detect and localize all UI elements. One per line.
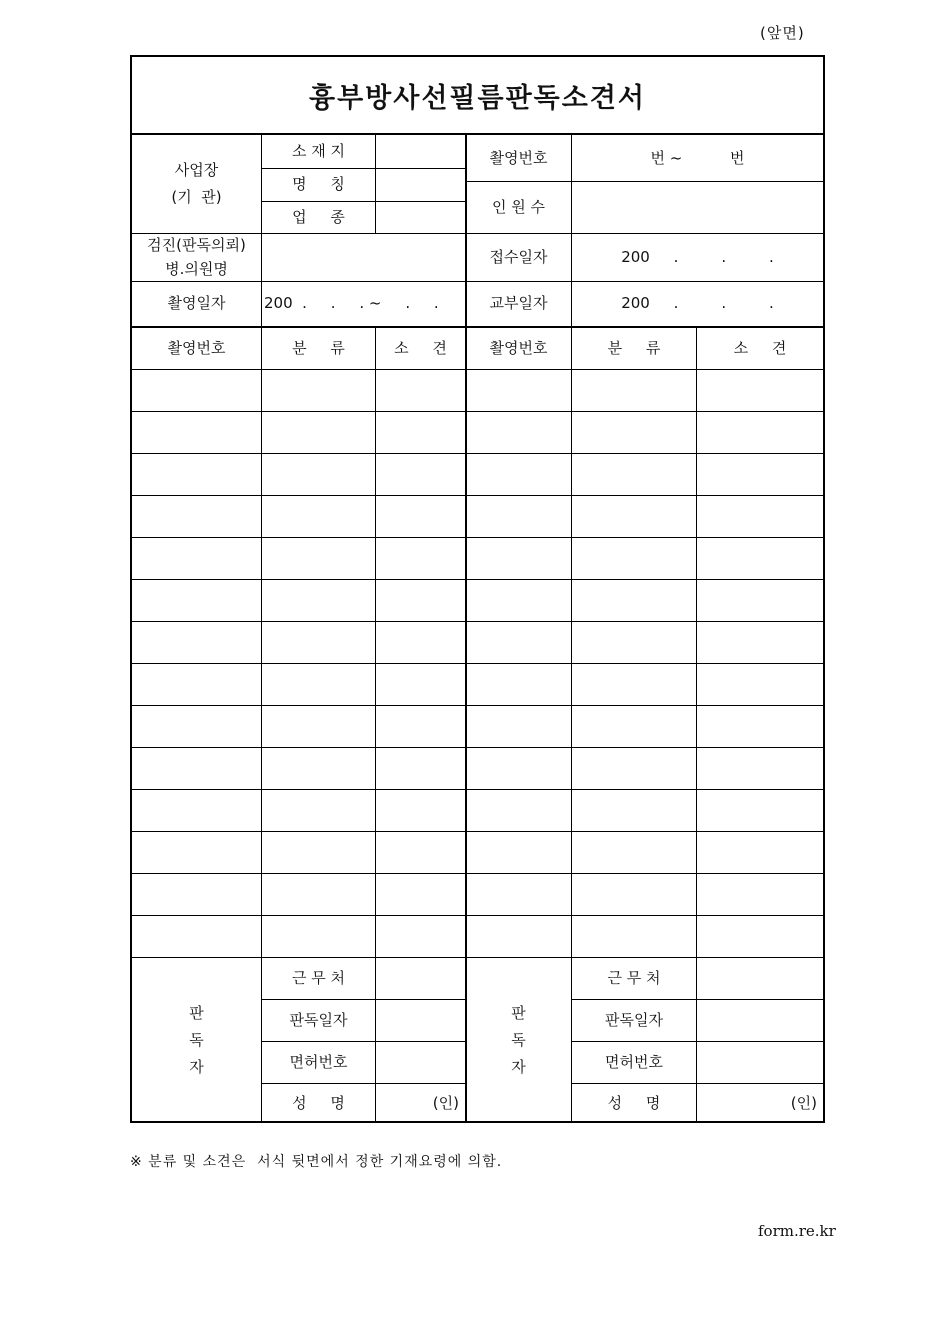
reader-row-line (262, 1041, 466, 1042)
reader-license-label-left: 면허번호 (289, 1052, 348, 1071)
reader-row-line (262, 1083, 466, 1084)
col-photo-number-right: 촬영번호 (489, 338, 548, 357)
reader-workplace-label-left: 근 무 처 (291, 968, 345, 987)
people-count-field[interactable] (572, 181, 823, 233)
reader-workplace-label-right: 근 무 처 (607, 968, 661, 987)
grid-row-line (132, 789, 823, 790)
grid-row-line (132, 957, 823, 958)
exam-hospital-field[interactable] (262, 233, 465, 281)
photo-date-label: 촬영일자 (167, 294, 226, 312)
col-classification-right: 분 류 (607, 338, 661, 357)
grid-row-line (132, 369, 823, 370)
grid-row-line (132, 915, 823, 916)
reader-row-line (572, 999, 823, 1000)
photo-number-label: 촬영번호 (489, 148, 548, 167)
reader-col-line (375, 957, 376, 1123)
reader-license-label-right: 면허번호 (605, 1052, 663, 1071)
grid-row-line (132, 873, 823, 874)
industry-field[interactable] (376, 201, 465, 233)
grid-col-line (571, 326, 572, 957)
reader-label-left: 판 독 자 (189, 1003, 204, 1076)
seal-mark-left: (인) (432, 1093, 459, 1112)
people-count-label: 인 원 수 (491, 197, 545, 216)
reader-date-label-right: 판독일자 (605, 1010, 663, 1029)
page-side-label: (앞면) (760, 24, 805, 42)
footnote: ※ 분류 및 소견은 서식 뒷면에서 정한 기재요령에 의함. (130, 1154, 503, 1170)
name-field[interactable] (376, 168, 465, 201)
grid-row-line (132, 663, 823, 664)
reader-row-line (572, 1083, 823, 1084)
grid-col-line (696, 326, 697, 957)
reader-col-line (261, 957, 262, 1123)
location-label: 소 재 지 (291, 142, 345, 160)
reader-col-line (696, 957, 697, 1123)
grid-center-line (465, 326, 467, 1123)
grid-row-line (132, 747, 823, 748)
grid-row-line (132, 831, 823, 832)
issued-date-label: 교부일자 (489, 294, 548, 312)
form-title: 흉부방사선필름판독소견서 (132, 57, 823, 135)
issued-date-field[interactable]: 200 . . . (621, 294, 774, 312)
reader-row-line (572, 1041, 823, 1042)
col-photo-number-left: 촬영번호 (167, 338, 226, 357)
photo-date-field[interactable]: 200 . . . ~ . . (264, 294, 439, 312)
grid-row-line (132, 705, 823, 706)
grid-row-line (132, 411, 823, 412)
photo-number-field[interactable]: 번 ~ 번 (650, 148, 745, 167)
received-date-field[interactable]: 200 . . . (621, 247, 774, 266)
name-label: 명 칭 (292, 175, 345, 193)
grid-col-line (261, 326, 262, 957)
grid-row-line (132, 495, 823, 496)
reader-name-label-left: 성 명 (292, 1093, 345, 1112)
exam-hospital-label: 검진(판독의뢰) 병.의원명 (147, 236, 246, 278)
reader-label-right: 판 독 자 (511, 1003, 526, 1076)
grid-row-line (132, 579, 823, 580)
footer-source: form.re.kr (758, 1222, 836, 1240)
col-findings-left: 소 견 (394, 338, 447, 357)
col-findings-right: 소 견 (733, 338, 787, 357)
location-field[interactable] (376, 135, 465, 168)
col-classification-left: 분 류 (292, 338, 345, 357)
industry-label: 업 종 (292, 207, 345, 226)
reader-col-line (571, 957, 572, 1123)
workplace-label: 사업장 (기 관) (171, 161, 222, 206)
reader-date-label-left: 판독일자 (289, 1010, 348, 1029)
grid-row-line (132, 453, 823, 454)
grid-row-line (132, 537, 823, 538)
received-date-label: 접수일자 (489, 247, 548, 266)
reader-row-line (262, 999, 466, 1000)
grid-row-line (132, 621, 823, 622)
reading-report-form (130, 55, 825, 1123)
grid-col-line (375, 326, 376, 957)
seal-mark-right: (인) (790, 1093, 817, 1112)
reader-name-label-right: 성 명 (607, 1093, 661, 1112)
